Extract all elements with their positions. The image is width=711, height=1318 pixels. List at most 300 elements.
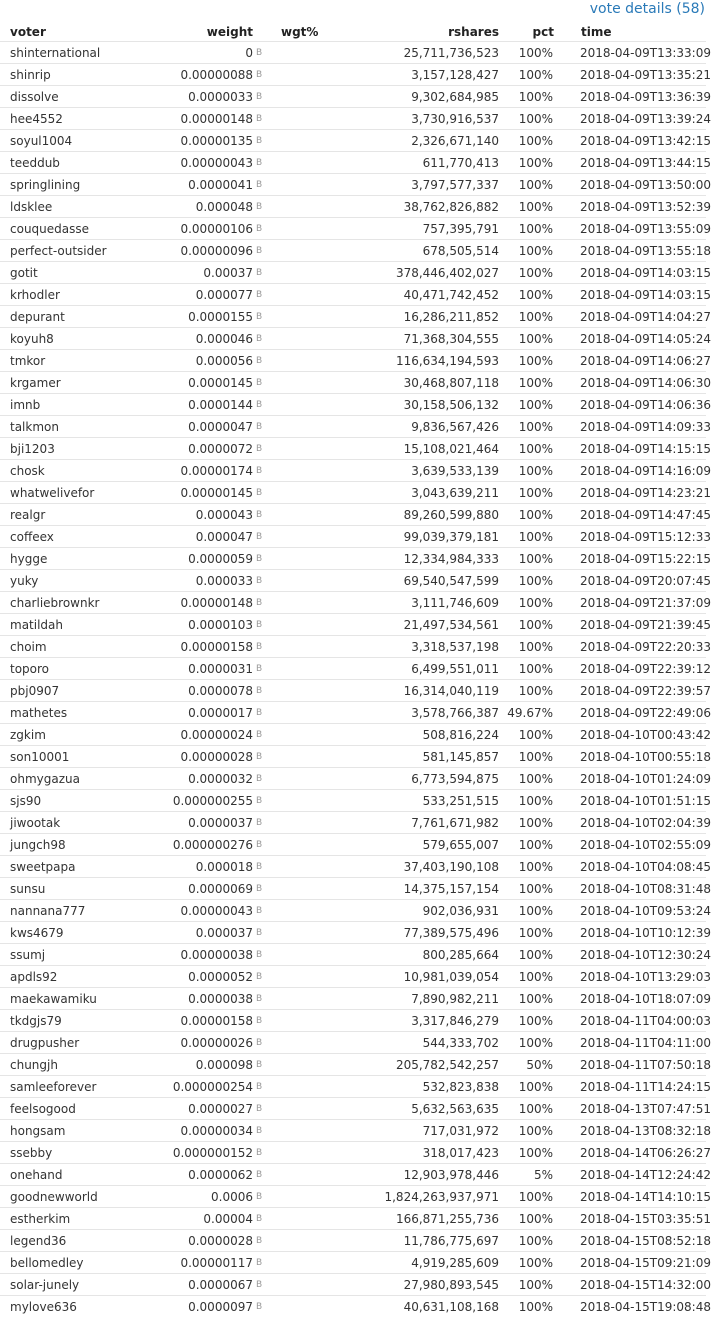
pct-cell: 100% <box>499 966 567 988</box>
voter-cell[interactable]: realgr <box>0 504 140 526</box>
table-row <box>0 548 706 570</box>
rshares-cell: 166,871,255,736 <box>339 1208 499 1230</box>
voter-cell[interactable]: maekawamiku <box>0 988 140 1010</box>
weight-unit: B <box>253 592 276 614</box>
weight-unit: B <box>253 900 276 922</box>
table-row <box>0 1208 706 1230</box>
table-row <box>0 416 706 438</box>
rshares-cell: 116,634,194,593 <box>339 350 499 372</box>
time-cell: 2018-04-11T04:00:03 <box>567 1010 706 1032</box>
voter-cell[interactable]: hee4552 <box>0 108 140 130</box>
weight-cell: 0.00000024 <box>140 724 253 746</box>
table-row <box>0 966 706 988</box>
weight-cell: 0.0000037 <box>140 812 253 834</box>
time-cell: 2018-04-09T13:35:21 <box>567 64 706 86</box>
table-row <box>0 768 706 790</box>
voter-cell[interactable]: charliebrownkr <box>0 592 140 614</box>
time-cell: 2018-04-14T14:10:15 <box>567 1186 706 1208</box>
voter-cell[interactable]: choim <box>0 636 140 658</box>
voter-cell[interactable]: tmkor <box>0 350 140 372</box>
table-row <box>0 438 706 460</box>
table-row <box>0 834 706 856</box>
table-row <box>0 944 706 966</box>
column-header-wgt-pct[interactable]: wgt% <box>281 24 319 39</box>
voter-cell[interactable]: sjs90 <box>0 790 140 812</box>
wgt-pct-cell <box>276 966 339 988</box>
wgt-pct-cell <box>276 482 339 504</box>
pct-cell: 100% <box>499 196 567 218</box>
time-cell: 2018-04-09T14:09:33 <box>567 416 706 438</box>
wgt-pct-cell <box>276 1098 339 1120</box>
voter-cell[interactable]: kws4679 <box>0 922 140 944</box>
time-cell: 2018-04-11T14:24:15 <box>567 1076 706 1098</box>
pct-cell: 100% <box>499 482 567 504</box>
time-cell: 2018-04-10T01:24:09 <box>567 768 706 790</box>
pct-cell: 100% <box>499 1098 567 1120</box>
table-row <box>0 460 706 482</box>
vote-details-header <box>0 0 711 22</box>
pct-cell: 100% <box>499 1032 567 1054</box>
table-row <box>0 1230 706 1252</box>
time-cell: 2018-04-09T22:20:33 <box>567 636 706 658</box>
pct-cell: 100% <box>499 900 567 922</box>
table-row <box>0 482 706 504</box>
wgt-pct-cell <box>276 196 339 218</box>
voter-cell[interactable]: jiwootak <box>0 812 140 834</box>
voter-cell[interactable]: soyul1004 <box>0 130 140 152</box>
weight-unit: B <box>253 1098 276 1120</box>
pct-cell: 100% <box>499 86 567 108</box>
time-cell: 2018-04-11T07:50:18 <box>567 1054 706 1076</box>
weight-cell: 0.000048 <box>140 196 253 218</box>
voter-cell[interactable]: perfect-outsider <box>0 240 140 262</box>
table-row <box>0 856 706 878</box>
rshares-cell: 800,285,664 <box>339 944 499 966</box>
table-row <box>0 64 706 86</box>
weight-unit: B <box>253 746 276 768</box>
voter-cell[interactable]: shinternational <box>0 42 140 64</box>
time-cell: 2018-04-10T10:12:39 <box>567 922 706 944</box>
pct-cell: 100% <box>499 174 567 196</box>
voter-cell[interactable]: ohmygazua <box>0 768 140 790</box>
rshares-cell: 6,773,594,875 <box>339 768 499 790</box>
weight-cell: 0.000098 <box>140 1054 253 1076</box>
time-cell: 2018-04-09T14:05:24 <box>567 328 706 350</box>
rshares-cell: 21,497,534,561 <box>339 614 499 636</box>
pct-cell: 100% <box>499 130 567 152</box>
table-row <box>0 328 706 350</box>
weight-cell: 0.00000148 <box>140 108 253 130</box>
weight-cell: 0.0000145 <box>140 372 253 394</box>
voter-cell[interactable]: ldsklee <box>0 196 140 218</box>
pct-cell: 100% <box>499 680 567 702</box>
rshares-cell: 544,333,702 <box>339 1032 499 1054</box>
wgt-pct-cell <box>276 174 339 196</box>
weight-cell: 0.000056 <box>140 350 253 372</box>
weight-unit: B <box>253 526 276 548</box>
table-row <box>0 1098 706 1120</box>
wgt-pct-cell <box>276 240 339 262</box>
weight-cell: 0.0000144 <box>140 394 253 416</box>
voter-cell[interactable]: krgamer <box>0 372 140 394</box>
weight-cell: 0.000033 <box>140 570 253 592</box>
voter-cell[interactable]: zgkim <box>0 724 140 746</box>
time-cell: 2018-04-09T22:39:57 <box>567 680 706 702</box>
wgt-pct-cell <box>276 1142 339 1164</box>
voter-cell[interactable]: solar-junely <box>0 1274 140 1296</box>
weight-unit: B <box>253 658 276 680</box>
weight-cell: 0.0000041 <box>140 174 253 196</box>
weight-unit: B <box>253 768 276 790</box>
table-row <box>0 878 706 900</box>
wgt-pct-cell <box>276 1186 339 1208</box>
voter-cell[interactable]: chungjh <box>0 1054 140 1076</box>
voter-cell[interactable]: drugpusher <box>0 1032 140 1054</box>
table-row <box>0 1274 706 1296</box>
wgt-pct-cell <box>276 328 339 350</box>
vote-details-link[interactable]: vote details (58) <box>589 1 705 17</box>
time-cell: 2018-04-09T13:55:18 <box>567 240 706 262</box>
pct-cell: 100% <box>499 152 567 174</box>
time-cell: 2018-04-09T13:50:00 <box>567 174 706 196</box>
weight-cell: 0.0000047 <box>140 416 253 438</box>
wgt-pct-cell <box>276 658 339 680</box>
table-row <box>0 350 706 372</box>
table-row <box>0 262 706 284</box>
time-cell: 2018-04-09T14:03:15 <box>567 284 706 306</box>
wgt-pct-cell <box>276 1252 339 1274</box>
weight-unit: B <box>253 988 276 1010</box>
rshares-cell: 15,108,021,464 <box>339 438 499 460</box>
time-cell: 2018-04-10T08:31:48 <box>567 878 706 900</box>
weight-cell: 0.000000276 <box>140 834 253 856</box>
rshares-cell: 3,111,746,609 <box>339 592 499 614</box>
weight-cell: 0.0000067 <box>140 1274 253 1296</box>
wgt-pct-cell <box>276 1076 339 1098</box>
weight-unit: B <box>253 680 276 702</box>
weight-cell: 0.00000028 <box>140 746 253 768</box>
rshares-cell: 3,797,577,337 <box>339 174 499 196</box>
time-cell: 2018-04-13T08:32:18 <box>567 1120 706 1142</box>
time-cell: 2018-04-09T20:07:45 <box>567 570 706 592</box>
rshares-cell: 40,631,108,168 <box>339 1296 499 1318</box>
table-row <box>0 988 706 1010</box>
column-header-voter[interactable]: voter <box>10 24 46 39</box>
weight-unit: B <box>253 42 276 64</box>
time-cell: 2018-04-09T14:06:36 <box>567 394 706 416</box>
voter-cell[interactable]: koyuh8 <box>0 328 140 350</box>
voter-cell[interactable]: talkmon <box>0 416 140 438</box>
rshares-cell: 508,816,224 <box>339 724 499 746</box>
time-cell: 2018-04-14T06:26:27 <box>567 1142 706 1164</box>
table-row <box>0 724 706 746</box>
voter-cell[interactable]: toporo <box>0 658 140 680</box>
voter-cell[interactable]: mathetes <box>0 702 140 724</box>
table-row <box>0 636 706 658</box>
voter-cell[interactable]: pbj0907 <box>0 680 140 702</box>
wgt-pct-cell <box>276 1230 339 1252</box>
pct-cell: 100% <box>499 240 567 262</box>
voter-cell[interactable]: legend36 <box>0 1230 140 1252</box>
wgt-pct-cell <box>276 834 339 856</box>
table-row <box>0 526 706 548</box>
voter-cell[interactable]: samleeforever <box>0 1076 140 1098</box>
wgt-pct-cell <box>276 108 339 130</box>
table-row <box>0 658 706 680</box>
voter-cell[interactable]: teeddub <box>0 152 140 174</box>
voter-cell[interactable]: imnb <box>0 394 140 416</box>
weight-unit: B <box>253 372 276 394</box>
voter-cell[interactable]: whatwelivefor <box>0 482 140 504</box>
table-row <box>0 1010 706 1032</box>
time-cell: 2018-04-10T00:43:42 <box>567 724 706 746</box>
voter-cell[interactable]: mylove636 <box>0 1296 140 1318</box>
rshares-cell: 678,505,514 <box>339 240 499 262</box>
wgt-pct-cell <box>276 856 339 878</box>
weight-unit: B <box>253 218 276 240</box>
voter-cell[interactable]: estherkim <box>0 1208 140 1230</box>
time-cell: 2018-04-10T09:53:24 <box>567 900 706 922</box>
weight-unit: B <box>253 1164 276 1186</box>
table-row <box>0 1076 706 1098</box>
pct-cell: 100% <box>499 548 567 570</box>
time-cell: 2018-04-09T13:39:24 <box>567 108 706 130</box>
voter-cell[interactable]: springlining <box>0 174 140 196</box>
table-row <box>0 240 706 262</box>
table-row <box>0 614 706 636</box>
rshares-cell: 16,314,040,119 <box>339 680 499 702</box>
time-cell: 2018-04-09T14:16:09 <box>567 460 706 482</box>
weight-unit: B <box>253 482 276 504</box>
rshares-cell: 6,499,551,011 <box>339 658 499 680</box>
wgt-pct-cell <box>276 702 339 724</box>
weight-cell: 0.0000097 <box>140 1296 253 1318</box>
weight-cell: 0.00000174 <box>140 460 253 482</box>
rshares-cell: 11,786,775,697 <box>339 1230 499 1252</box>
weight-unit: B <box>253 614 276 636</box>
wgt-pct-cell <box>276 504 339 526</box>
voter-cell[interactable]: gotit <box>0 262 140 284</box>
rshares-cell: 378,446,402,027 <box>339 262 499 284</box>
wgt-pct-cell <box>276 152 339 174</box>
table-row <box>0 108 706 130</box>
wgt-pct-cell <box>276 350 339 372</box>
voter-cell[interactable]: couquedasse <box>0 218 140 240</box>
column-header-time[interactable]: time <box>581 24 612 39</box>
weight-unit: B <box>253 438 276 460</box>
time-cell: 2018-04-09T22:39:12 <box>567 658 706 680</box>
pct-cell: 100% <box>499 614 567 636</box>
wgt-pct-cell <box>276 746 339 768</box>
voter-cell[interactable]: dissolve <box>0 86 140 108</box>
voter-cell[interactable]: jungch98 <box>0 834 140 856</box>
voter-cell[interactable]: hygge <box>0 548 140 570</box>
rshares-cell: 3,578,766,387 <box>339 702 499 724</box>
time-cell: 2018-04-10T00:55:18 <box>567 746 706 768</box>
table-row <box>0 306 706 328</box>
rshares-cell: 532,823,838 <box>339 1076 499 1098</box>
pct-cell: 100% <box>499 592 567 614</box>
voter-cell[interactable]: hongsam <box>0 1120 140 1142</box>
pct-cell: 50% <box>499 1054 567 1076</box>
weight-cell: 0.00000088 <box>140 64 253 86</box>
voter-cell[interactable]: sunsu <box>0 878 140 900</box>
weight-unit: B <box>253 284 276 306</box>
rshares-cell: 38,762,826,882 <box>339 196 499 218</box>
weight-cell: 0.0000069 <box>140 878 253 900</box>
wgt-pct-cell <box>276 1010 339 1032</box>
voter-cell[interactable]: sweetpapa <box>0 856 140 878</box>
weight-unit: B <box>253 108 276 130</box>
time-cell: 2018-04-09T14:15:15 <box>567 438 706 460</box>
voter-cell[interactable]: ssumj <box>0 944 140 966</box>
table-row <box>0 1142 706 1164</box>
pct-cell: 100% <box>499 834 567 856</box>
wgt-pct-cell <box>276 284 339 306</box>
rshares-cell: 902,036,931 <box>339 900 499 922</box>
weight-cell: 0.0000062 <box>140 1164 253 1186</box>
pct-cell: 49.67% <box>499 702 567 724</box>
weight-cell: 0.00000158 <box>140 636 253 658</box>
time-cell: 2018-04-09T14:23:21 <box>567 482 706 504</box>
wgt-pct-cell <box>276 812 339 834</box>
pct-cell: 100% <box>499 812 567 834</box>
pct-cell: 100% <box>499 284 567 306</box>
table-row <box>0 196 706 218</box>
pct-cell: 100% <box>499 1230 567 1252</box>
time-cell: 2018-04-10T02:55:09 <box>567 834 706 856</box>
time-cell: 2018-04-09T14:06:30 <box>567 372 706 394</box>
voter-cell[interactable]: son10001 <box>0 746 140 768</box>
voter-cell[interactable]: matildah <box>0 614 140 636</box>
weight-cell: 0 <box>140 42 253 64</box>
pct-cell: 100% <box>499 42 567 64</box>
rshares-cell: 7,890,982,211 <box>339 988 499 1010</box>
rshares-cell: 89,260,599,880 <box>339 504 499 526</box>
weight-unit: B <box>253 130 276 152</box>
weight-unit: B <box>253 834 276 856</box>
weight-cell: 0.00000117 <box>140 1252 253 1274</box>
pct-cell: 100% <box>499 1076 567 1098</box>
weight-cell: 0.00000148 <box>140 592 253 614</box>
time-cell: 2018-04-15T08:52:18 <box>567 1230 706 1252</box>
pct-cell: 100% <box>499 658 567 680</box>
wgt-pct-cell <box>276 1120 339 1142</box>
table-row <box>0 900 706 922</box>
time-cell: 2018-04-15T03:35:51 <box>567 1208 706 1230</box>
rshares-cell: 3,043,639,211 <box>339 482 499 504</box>
voter-cell[interactable]: chosk <box>0 460 140 482</box>
voter-cell[interactable]: apdls92 <box>0 966 140 988</box>
wgt-pct-cell <box>276 86 339 108</box>
wgt-pct-cell <box>276 1208 339 1230</box>
pct-cell: 100% <box>499 504 567 526</box>
rshares-cell: 581,145,857 <box>339 746 499 768</box>
rshares-cell: 10,981,039,054 <box>339 966 499 988</box>
column-header-rshares[interactable]: rshares <box>448 24 499 39</box>
voter-cell[interactable]: depurant <box>0 306 140 328</box>
weight-unit: B <box>253 262 276 284</box>
voter-cell[interactable]: yuky <box>0 570 140 592</box>
voter-cell[interactable]: goodnewworld <box>0 1186 140 1208</box>
column-header-weight[interactable]: weight <box>206 24 253 39</box>
time-cell: 2018-04-15T19:08:48 <box>567 1296 706 1318</box>
weight-cell: 0.00000135 <box>140 130 253 152</box>
time-cell: 2018-04-09T14:04:27 <box>567 306 706 328</box>
rshares-cell: 717,031,972 <box>339 1120 499 1142</box>
weight-unit: B <box>253 504 276 526</box>
weight-unit: B <box>253 1120 276 1142</box>
weight-unit: B <box>253 548 276 570</box>
rshares-cell: 71,368,304,555 <box>339 328 499 350</box>
time-cell: 2018-04-14T12:24:42 <box>567 1164 706 1186</box>
weight-cell: 0.000000255 <box>140 790 253 812</box>
weight-cell: 0.0000155 <box>140 306 253 328</box>
time-cell: 2018-04-10T01:51:15 <box>567 790 706 812</box>
table-row <box>0 152 706 174</box>
voter-cell[interactable]: bellomedley <box>0 1252 140 1274</box>
rshares-cell: 27,980,893,545 <box>339 1274 499 1296</box>
pct-cell: 100% <box>499 1208 567 1230</box>
weight-unit: B <box>253 240 276 262</box>
rshares-cell: 757,395,791 <box>339 218 499 240</box>
pct-cell: 100% <box>499 328 567 350</box>
voter-cell[interactable]: tkdgjs79 <box>0 1010 140 1032</box>
voter-cell[interactable]: shinrip <box>0 64 140 86</box>
wgt-pct-cell <box>276 416 339 438</box>
voter-cell[interactable]: coffeex <box>0 526 140 548</box>
pct-cell: 100% <box>499 460 567 482</box>
weight-cell: 0.000000254 <box>140 1076 253 1098</box>
time-cell: 2018-04-09T22:49:06 <box>567 702 706 724</box>
table-row <box>0 504 706 526</box>
pct-cell: 100% <box>499 526 567 548</box>
voter-cell[interactable]: ssebby <box>0 1142 140 1164</box>
weight-cell: 0.00000096 <box>140 240 253 262</box>
column-header-pct[interactable]: pct <box>532 24 554 39</box>
time-cell: 2018-04-09T21:37:09 <box>567 592 706 614</box>
voter-cell[interactable]: bji1203 <box>0 438 140 460</box>
weight-unit: B <box>253 64 276 86</box>
weight-unit: B <box>253 1010 276 1032</box>
weight-unit: B <box>253 350 276 372</box>
voter-cell[interactable]: krhodler <box>0 284 140 306</box>
rshares-cell: 3,730,916,537 <box>339 108 499 130</box>
rshares-cell: 99,039,379,181 <box>339 526 499 548</box>
weight-cell: 0.0000072 <box>140 438 253 460</box>
table-row <box>0 218 706 240</box>
weight-cell: 0.000018 <box>140 856 253 878</box>
weight-cell: 0.00000038 <box>140 944 253 966</box>
rshares-cell: 12,903,978,446 <box>339 1164 499 1186</box>
voter-cell[interactable]: nannana777 <box>0 900 140 922</box>
time-cell: 2018-04-10T04:08:45 <box>567 856 706 878</box>
table-row <box>0 1186 706 1208</box>
pct-cell: 100% <box>499 1010 567 1032</box>
pct-cell: 100% <box>499 944 567 966</box>
weight-cell: 0.0000032 <box>140 768 253 790</box>
rshares-cell: 3,318,537,198 <box>339 636 499 658</box>
pct-cell: 100% <box>499 768 567 790</box>
voter-cell[interactable]: feelsogood <box>0 1098 140 1120</box>
weight-cell: 0.00000043 <box>140 900 253 922</box>
pct-cell: 100% <box>499 438 567 460</box>
table-row <box>0 680 706 702</box>
rshares-cell: 16,286,211,852 <box>339 306 499 328</box>
weight-unit: B <box>253 196 276 218</box>
pct-cell: 100% <box>499 394 567 416</box>
voter-cell[interactable]: onehand <box>0 1164 140 1186</box>
